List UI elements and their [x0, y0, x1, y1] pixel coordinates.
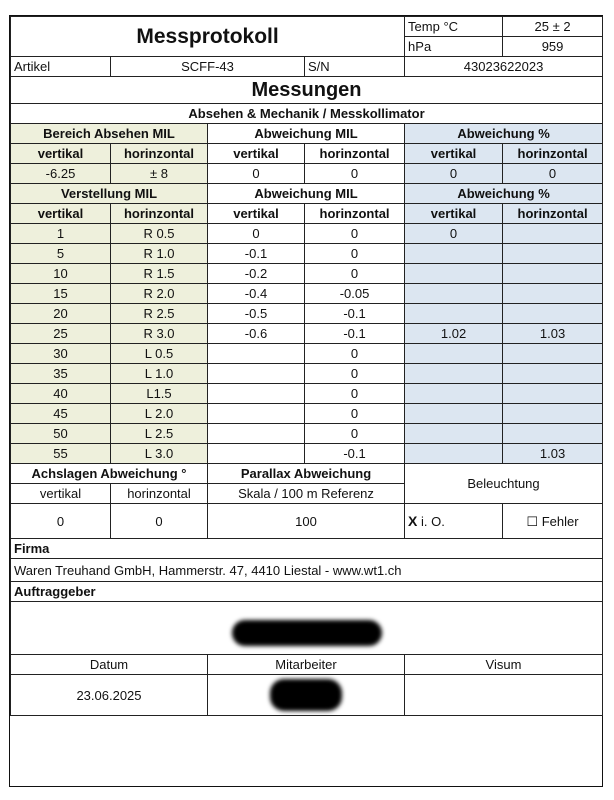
table-row — [11, 284, 603, 304]
cell — [208, 424, 305, 444]
table-row — [11, 344, 603, 364]
serial-value: 43023622023 — [405, 57, 603, 77]
cell: 15 — [11, 284, 111, 304]
cell: 5 — [11, 244, 111, 264]
datum-value: 23.06.2025 — [11, 675, 208, 716]
temp-value: 25 ± 2 — [503, 17, 603, 37]
cell: -0.4 — [208, 284, 305, 304]
serial-label: S/N — [305, 57, 405, 77]
parallax-value: 100 — [208, 504, 405, 539]
cell — [208, 344, 305, 364]
redacted-auftraggeber — [232, 620, 382, 646]
cell — [405, 284, 503, 304]
cell: 0 — [305, 244, 405, 264]
table-row — [11, 444, 603, 464]
cell: -0.1 — [305, 324, 405, 344]
cell: 35 — [11, 364, 111, 384]
subheader: vertikal — [11, 204, 111, 224]
mitarbeiter-label: Mitarbeiter — [208, 655, 405, 675]
article-value: SCFF-43 — [111, 57, 305, 77]
subheader: horinzontal — [503, 204, 603, 224]
cell: 20 — [11, 304, 111, 324]
document-title: Messprotokoll — [11, 17, 405, 57]
cell: 0 — [305, 364, 405, 384]
achslagen-table — [10, 463, 603, 716]
cell: -0.5 — [208, 304, 305, 324]
achslagen-vertical-value: 0 — [11, 504, 111, 539]
cell: 0 — [208, 164, 305, 184]
cell — [503, 244, 603, 264]
table-row — [11, 364, 603, 384]
visum-label: Visum — [405, 655, 603, 675]
achslagen-header: Achslagen Abweichung ° — [11, 464, 208, 484]
cell: 55 — [11, 444, 111, 464]
section-title: Absehen & Mechanik / Messkollimator — [11, 104, 603, 124]
article-label: Artikel — [11, 57, 111, 77]
cell: 0 — [405, 224, 503, 244]
cell: -6.25 — [11, 164, 111, 184]
header-table — [10, 16, 603, 464]
cell: 30 — [11, 344, 111, 364]
fehler-checkbox[interactable] — [503, 504, 603, 539]
cell: 0 — [305, 344, 405, 364]
cell — [405, 404, 503, 424]
cell — [405, 384, 503, 404]
cell — [208, 444, 305, 464]
achslagen-horizontal-label: horinzontal — [111, 484, 208, 504]
cell — [503, 364, 603, 384]
cell — [405, 424, 503, 444]
cell — [405, 304, 503, 324]
protocol-sheet — [9, 15, 603, 787]
cell — [405, 364, 503, 384]
cell: 0 — [405, 164, 503, 184]
temp-label: Temp °C — [405, 17, 503, 37]
cell: -0.05 — [305, 284, 405, 304]
cell: ± 8 — [111, 164, 208, 184]
cell: 1.03 — [503, 444, 603, 464]
measurements-title: Messungen — [11, 77, 603, 104]
pressure-value: 959 — [503, 37, 603, 57]
cell: L 0.5 — [111, 344, 208, 364]
cell: 0 — [208, 224, 305, 244]
redacted-mitarbeiter — [270, 679, 342, 711]
verstellung-rows — [11, 224, 603, 464]
cell: -0.1 — [305, 444, 405, 464]
cell — [503, 224, 603, 244]
cell — [503, 384, 603, 404]
abweichung-pct-header: Abweichung % — [405, 124, 603, 144]
datum-label: Datum — [11, 655, 208, 675]
abweichung-mil-header: Abweichung MIL — [208, 124, 405, 144]
table-row — [11, 224, 603, 244]
cell: L 2.5 — [111, 424, 208, 444]
io-mark: X — [408, 512, 418, 529]
bereich-header: Bereich Absehen MIL — [11, 124, 208, 144]
verstellung-header: Verstellung MIL — [11, 184, 208, 204]
fehler-box: ☐ — [526, 513, 539, 529]
firma-value: Waren Treuhand GmbH, Hammerstr. 47, 4410 Liestal - www.wt1.ch — [11, 559, 603, 582]
subheader: horinzontal — [503, 144, 603, 164]
pressure-label: hPa — [405, 37, 503, 57]
subheader: vertikal — [11, 144, 111, 164]
cell: 0 — [305, 424, 405, 444]
firma-label: Firma — [11, 539, 603, 559]
subheader: horinzontal — [305, 144, 405, 164]
cell — [503, 284, 603, 304]
table-row — [11, 304, 603, 324]
auftraggeber-value — [11, 602, 603, 655]
io-checkbox[interactable] — [405, 504, 503, 539]
cell: -0.1 — [305, 304, 405, 324]
cell — [503, 344, 603, 364]
cell: 0 — [503, 164, 603, 184]
cell: L 2.0 — [111, 404, 208, 424]
cell — [405, 444, 503, 464]
cell: 40 — [11, 384, 111, 404]
cell — [208, 364, 305, 384]
cell: 45 — [11, 404, 111, 424]
visum-value — [405, 675, 603, 716]
cell — [503, 404, 603, 424]
subheader: horinzontal — [111, 144, 208, 164]
table-row — [11, 264, 603, 284]
achslagen-vertical-label: vertikal — [11, 484, 111, 504]
beleuchtung-header: Beleuchtung — [405, 464, 603, 504]
parallax-header: Parallax Abweichung — [208, 464, 405, 484]
cell: 0 — [305, 384, 405, 404]
cell: L 3.0 — [111, 444, 208, 464]
abweichung-mil-header: Abweichung MIL — [208, 184, 405, 204]
cell: R 0.5 — [111, 224, 208, 244]
io-label: i. O. — [420, 513, 445, 529]
table-row — [11, 404, 603, 424]
cell — [405, 344, 503, 364]
cell: -0.1 — [208, 244, 305, 264]
auftraggeber-label: Auftraggeber — [11, 582, 603, 602]
abweichung-pct-header: Abweichung % — [405, 184, 603, 204]
table-row — [11, 384, 603, 404]
cell — [503, 424, 603, 444]
cell: R 2.0 — [111, 284, 208, 304]
cell — [503, 264, 603, 284]
cell: R 1.0 — [111, 244, 208, 264]
cell — [503, 304, 603, 324]
table-row — [11, 244, 603, 264]
cell — [208, 404, 305, 424]
cell: R 1.5 — [111, 264, 208, 284]
cell — [208, 384, 305, 404]
cell: 1 — [11, 224, 111, 244]
cell: R 2.5 — [111, 304, 208, 324]
cell: 10 — [11, 264, 111, 284]
cell: 1.02 — [405, 324, 503, 344]
cell: 0 — [305, 164, 405, 184]
achslagen-horizontal-value: 0 — [111, 504, 208, 539]
cell: 0 — [305, 264, 405, 284]
table-row — [11, 324, 603, 344]
cell: L 1.0 — [111, 364, 208, 384]
cell — [405, 244, 503, 264]
subheader: vertikal — [405, 204, 503, 224]
skala-label: Skala / 100 m Referenz — [208, 484, 405, 504]
cell: 0 — [305, 224, 405, 244]
cell: L1.5 — [111, 384, 208, 404]
subheader: horinzontal — [305, 204, 405, 224]
cell: 25 — [11, 324, 111, 344]
cell: -0.6 — [208, 324, 305, 344]
cell — [405, 264, 503, 284]
cell: 1.03 — [503, 324, 603, 344]
subheader: vertikal — [405, 144, 503, 164]
fehler-label: Fehler — [541, 513, 579, 529]
cell: 50 — [11, 424, 111, 444]
subheader: vertikal — [208, 144, 305, 164]
mitarbeiter-value — [208, 675, 405, 716]
subheader: horinzontal — [111, 204, 208, 224]
subheader: vertikal — [208, 204, 305, 224]
cell: -0.2 — [208, 264, 305, 284]
cell: R 3.0 — [111, 324, 208, 344]
table-row — [11, 424, 603, 444]
cell: 0 — [305, 404, 405, 424]
